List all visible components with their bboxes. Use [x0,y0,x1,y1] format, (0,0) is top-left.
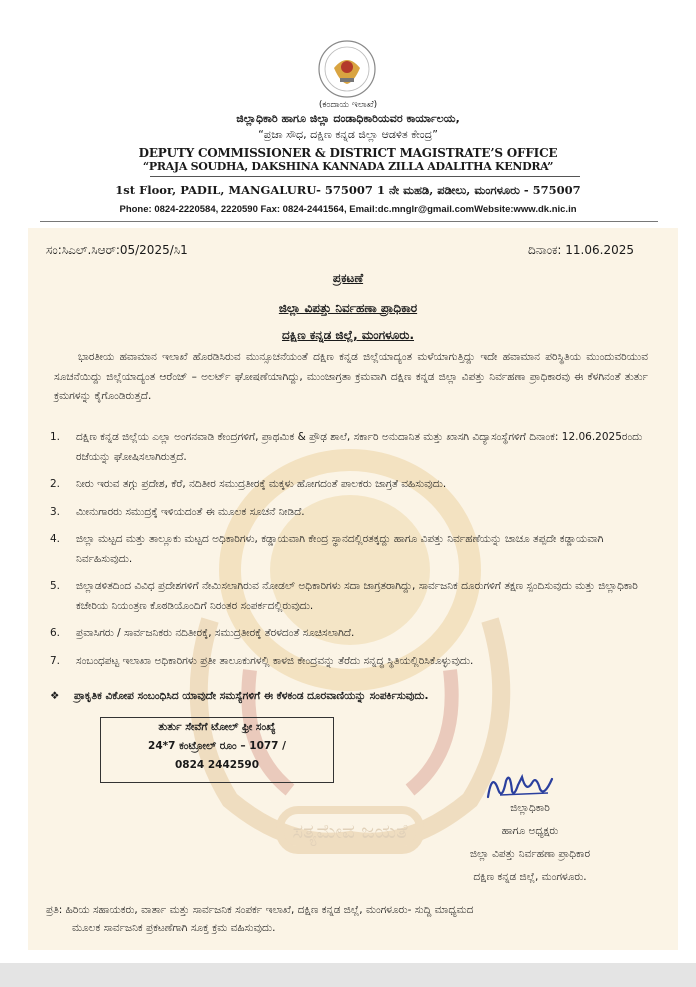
office-address: 1st Floor, PADIL, MANGALURU- 575007 1 ನೇ ಮಹಡಿ, ಪಡೀಲು, ಮಂಗಳೂರು - 575007 [115,183,581,197]
list-item-text: ಪ್ರವಾಸಿಗರು / ಸಾರ್ವಜನಿಕರು ನದಿತೀರಕ್ಕೆ, ಸಮುದ್ರತೀರಕ್ಕೆ ತೆರಳದಂತೆ ಸೂಚಿಸಲಾಗಿದೆ. [76,627,355,639]
announcement-authority: ಜಿಲ್ಲಾ ವಿಪತ್ತು ನಿರ್ವಹಣಾ ಪ್ರಾಧಿಕಾರ [278,301,418,315]
department-label: (ಕಂದಾಯ ಇಲಾಖೆ) [318,100,378,110]
list-item [50,475,654,495]
signatory-authority: ಜಿಲ್ಲಾ ವಿಪತ್ತು ನಿರ್ವಹಣಾ ಪ್ರಾಧಿಕಾರ [469,848,591,860]
helpline-control-room: 24*7 ಕಂಟ್ರೋಲ್ ರೂಂ – 1077 / [148,740,286,752]
list-item [50,530,654,569]
list-item [50,624,654,644]
karnataka-government-logo-icon [314,38,380,100]
list-item [50,577,654,616]
building-name-kannada: “ಪ್ರಜಾ ಸೌಧ, ದಕ್ಷಿಣ ಕನ್ನಡ ಜಿಲ್ಲಾ ಆಡಳಿತ ಕೇಂದ್ರ” [258,128,438,141]
copy-to-line-1: ಪ್ರತಿ: ಹಿರಿಯ ಸಹಾಯಕರು, ವಾರ್ತಾ ಮತ್ತು ಸಾರ್ವಜನಿಕ ಸಂಪರ್ಕ ಇಲಾಖೆ, ದಕ್ಷಿಣ ಕನ್ನಡ ಜಿಲ್ಲೆ, ಮಂಗಳೂರು- ಸುದ್ದಿ ಮಾಧ್ಯಮದ [46,904,474,916]
signature-icon [478,767,568,807]
helpline-box [100,717,334,783]
list-item-text: ಜಿಲ್ಲಾಡಳಿತದಿಂದ ವಿವಿಧ ಪ್ರದೇಶಗಳಿಗೆ ನೇಮಿಸಲಾಗಿರುವ ನೋಡಲ್ ಅಧಿಕಾರಿಗಳು ಸದಾ ಜಾಗ್ರತರಾಗಿದ್ದು, ಸಾರ್ವಜನಿಕ ದೂರುಗಳಿಗೆ ತಕ್ಷಣ ಸ್ಪಂದಿಸುವುದು ಮತ್ತು ಜಿಲ್ಲಾಧಿಕಾರಿ ಕಚೇರಿಯ ನಿಯಂತ್ರಣ ಕೊಠಡಿಯೊಂದಿಗೆ ನಿರಂತರ ಸಂಪರ್ಕದಲ್ಲಿರುವುದು. [76,580,638,612]
watermark-motto: ಸತ್ಯಮೇವ ಜಯತೆ [292,819,408,843]
helpline-phone: 0824 2442590 [174,759,260,771]
contact-note [50,690,654,703]
header-divider-bottom [40,221,658,222]
list-item-number: 2. [50,478,61,490]
helpline-label: ತುರ್ತು ಸೇವೆಗೆ ಟೋಲ್ ಫ್ರೀ ಸಂಖ್ಯೆ [158,721,276,733]
announcement-location: ದಕ್ಷಿಣ ಕನ್ನಡ ಜಿಲ್ಲೆ, ಮಂಗಳೂರು. [281,328,415,342]
announcement-title: ಪ್ರಕಟಣೆ [332,271,364,285]
copy-to-line-2: ಮೂಲಕ ಸಾರ್ವಜನಿಕ ಪ್ರಕಟಣೆಗಾಗಿ ಸೂಕ್ತ ಕ್ರಮ ವಹಿಸುವುದು. [72,922,276,934]
list-item [50,652,654,672]
list-item [50,428,654,467]
list-item-text: ಜಿಲ್ಲಾ ಮಟ್ಟದ ಮತ್ತು ತಾಲ್ಲೂಕು ಮಟ್ಟದ ಅಧಿಕಾರಿಗಳು, ಕಡ್ಡಾಯವಾಗಿ ಕೇಂದ್ರ ಸ್ಥಾನದಲ್ಲಿರತಕ್ಕದ್ದು ಹಾಗೂ ವಿಪತ್ತು ನಿರ್ವಹಣೆಯನ್ನು ಚಾಚೂ ತಪ್ಪದೇ ಕಡ್ಡಾಯವಾಗಿ ನಿರ್ವಹಿಸುವುದು. [76,533,604,565]
building-name-english: “PRAJA SOUDHA, DAKSHINA KANNADA ZILLA ADALITHA KENDRA” [142,160,554,173]
signatory-district: ದಕ್ಷಿಣ ಕನ್ನಡ ಜಿಲ್ಲೆ, ಮಂಗಳೂರು. [473,871,587,883]
list-item [50,503,654,523]
list-item-number: 4. [50,533,61,545]
list-item-number: 1. [50,431,61,443]
signatory-role: ಹಾಗೂ ಅಧ್ಯಕ್ಷರು [501,825,559,837]
reference-number: ಸಂ:ಸಿಎಲ್.ಸಿಆರ್:05/2025/ಸಿ1 [46,243,188,257]
list-item-number: 3. [50,505,61,518]
signatory-title: ಜಿಲ್ಲಾಧಿಕಾರಿ [510,802,550,814]
office-title-kannada: ಜಿಲ್ಲಾಧಿಕಾರಿ ಹಾಗೂ ಜಿಲ್ಲಾ ದಂಡಾಧಿಕಾರಿಯವರ ಕಾರ್ಯಾಲಯ, [236,112,460,125]
intro-paragraph: ಭಾರತೀಯ ಹವಾಮಾನ ಇಲಾಖೆ ಹೊರಡಿಸಿರುವ ಮುನ್ಸೂಚನೆಯಂತೆ ದಕ್ಷಿಣ ಕನ್ನಡ ಜಿಲ್ಲೆಯಾದ್ಯಂತ ಮಳೆಯಾಗುತ್ತಿದ್ದು ಇದೇ ಹವಾಮಾನ ಪರಿಸ್ಥಿತಿಯ ಮುಂದುವರಿಯುವ ಸೂಚನೆಯಿದ್ದು ಜಿಲ್ಲೆಯಾದ್ಯಂತ ಆರೆಂಜ್ – ಅಲರ್ಟ್ ಘೋಷಣೆಯಾಗಿದ್ದು, ಮುಂಜಾಗ್ರತಾ ಕ್ರಮವಾಗಿ ದಕ್ಷಿಣ ಕನ್ನಡ ಜಿಲ್ಲಾ ವಿಪತ್ತು ನಿರ್ವಹಣಾ ಪ್ರಾಧಿಕಾರವು ಈ ಕೆಳಗಿನಂತೆ ತುರ್ತು ಕ್ರಮಗಳನ್ನು ಕೈಗೊಂಡಿರುತ್ತದೆ. [54,351,648,402]
document-date: ದಿನಾಂಕ: 11.06.2025 [528,243,634,257]
diamond-bullet-icon: ❖ [50,690,60,702]
list-item-text: ನೀರು ಇರುವ ತಗ್ಗು ಪ್ರದೇಶ, ಕೆರೆ, ನದಿತೀರ ಸಮುದ್ರತೀರಕ್ಕೆ ಮಕ್ಕಳು ಹೋಗದಂತೆ ಪಾಲಕರು ಜಾಗ್ರತೆ ವಹಿಸುವುದು. [76,478,447,490]
list-item-number: 6. [50,627,61,639]
instruction-list [50,428,654,679]
office-contact: Phone: 0824-2220584, 2220590 Fax: 0824-2441564, Email:dc.mnglr@gmail.comWebsite:www.dk.nic.in [119,204,577,215]
list-item-text: ದಕ್ಷಿಣ ಕನ್ನಡ ಜಿಲ್ಲೆಯ ಎಲ್ಲಾ ಅಂಗನವಾಡಿ ಕೇಂದ್ರಗಳಿಗೆ, ಪ್ರಾಥಮಿಕ & ಪ್ರೌಢ ಶಾಲೆ, ಸರ್ಕಾರಿ ಅನುದಾನಿತ ಮತ್ತು ಖಾಸಗಿ ವಿದ್ಯಾಸಂಸ್ಥೆಗಳಿಗೆ ದಿನಾಂಕ: 12.06.2025ರಂದು ರಜೆಯನ್ನು ಘೋಷಿಸಲಾಗಿರುತ್ತದೆ. [76,431,643,463]
contact-note-text: ಪ್ರಾಕೃತಿಕ ವಿಕೋಪ ಸಂಬಂಧಿಸಿದ ಯಾವುದೇ ಸಮಸ್ಯೆಗಳಿಗೆ ಈ ಕೆಳಕಂಡ ದೂರವಾಣಿಯನ್ನು ಸಂಪರ್ಕಿಸುವುದು. [74,690,429,702]
bottom-margin-bar [0,963,696,987]
list-item-number: 5. [50,580,61,592]
list-item-number: 7. [50,654,61,667]
list-item-text: ಮೀನುಗಾರರು ಸಮುದ್ರಕ್ಕೆ ಇಳಿಯದಂತೆ ಈ ಮೂಲಕ ಸೂಚನೆ ನೀಡಿದೆ. [76,505,305,518]
header-divider [150,176,580,177]
office-title-english: DEPUTY COMMISSIONER & DISTRICT MAGISTRATE’S OFFICE [138,146,558,160]
list-item-text: ಸಂಬಂಧಪಟ್ಟ ಇಲಾಖಾ ಅಧಿಕಾರಿಗಳು ಪ್ರತೀ ತಾಲೂಕುಗಳಲ್ಲಿ ಕಾಳಜಿ ಕೇಂದ್ರವನ್ನು ತೆರೆದು ಸನ್ನದ್ಧ ಸ್ಥಿತಿಯಲ್ಲಿರಿಸಿಕೊಳ್ಳುವುದು. [76,654,474,667]
